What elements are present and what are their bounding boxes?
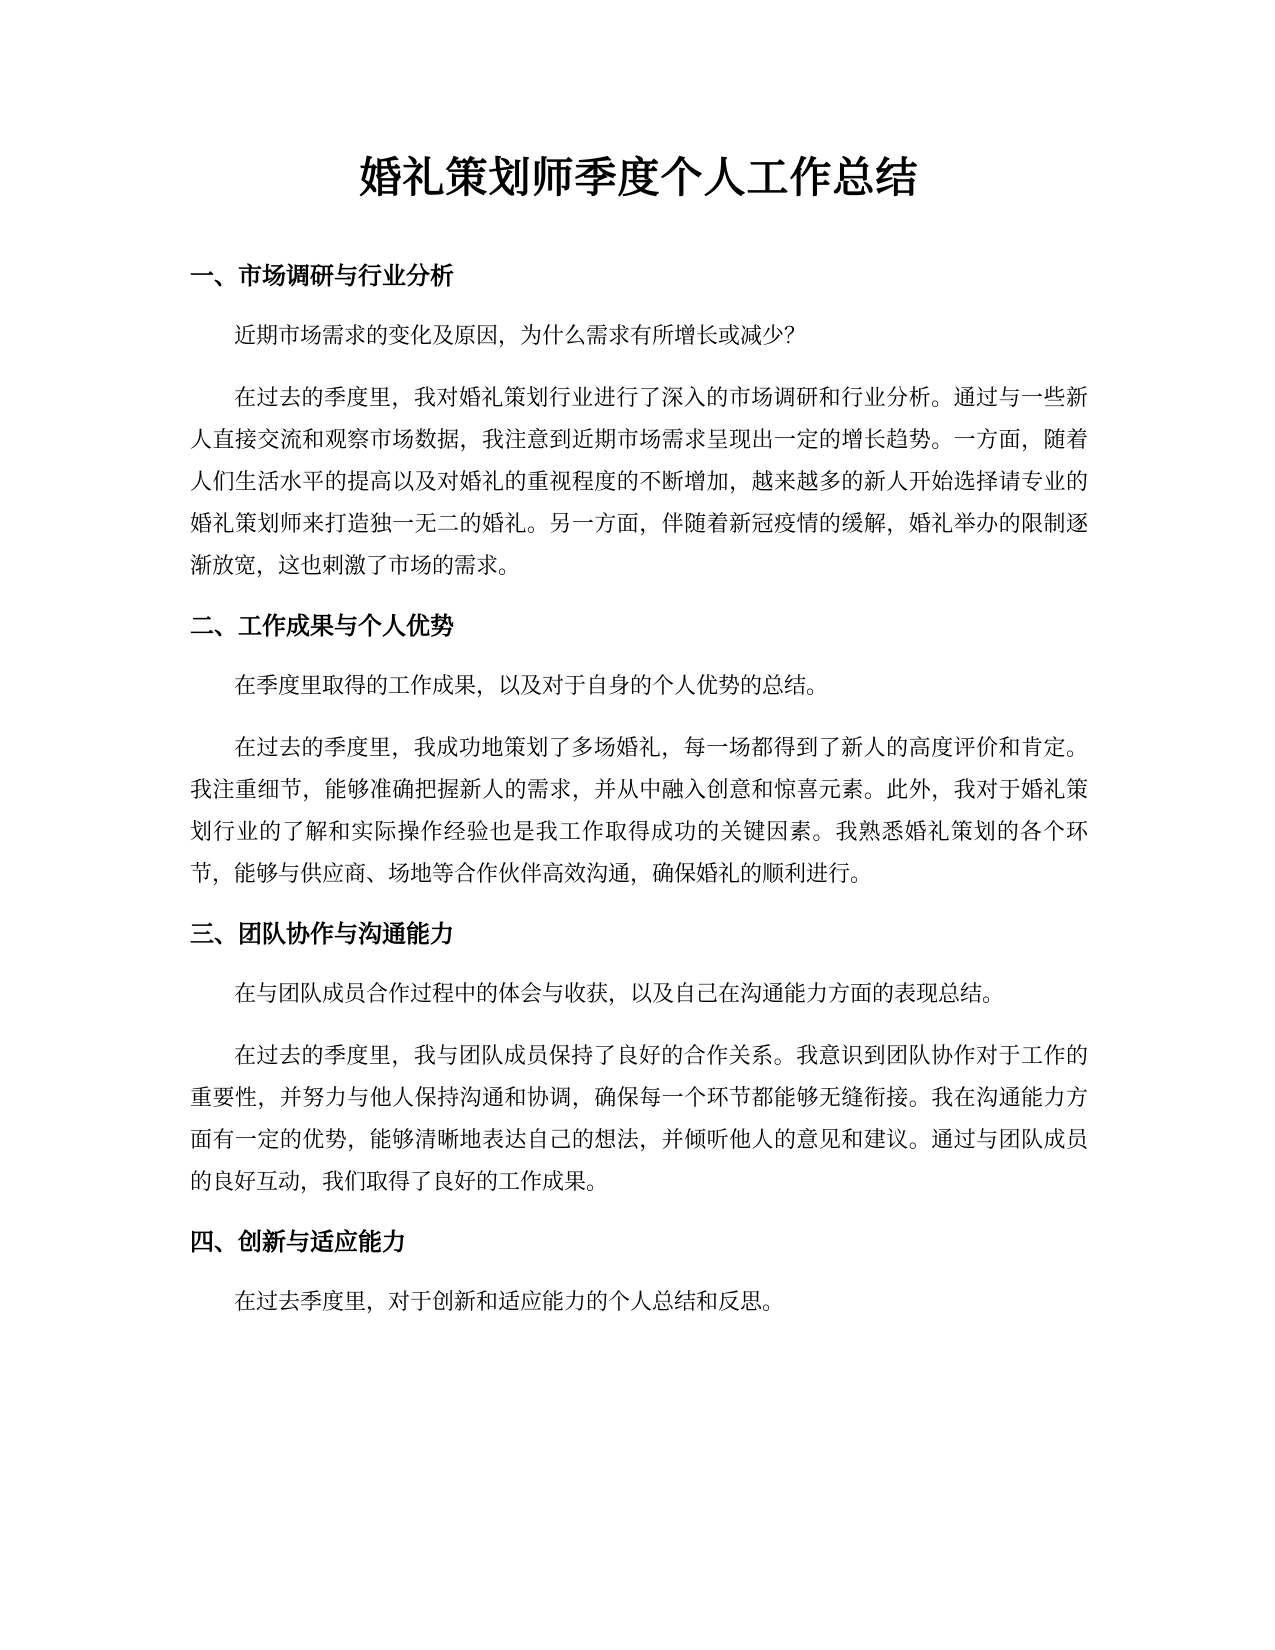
section-innovation	[190, 1224, 1088, 1324]
section-paragraph: 近期市场需求的变化及原因，为什么需求有所增长或减少？	[234, 324, 807, 349]
document-title: 婚礼策划师季度个人工作总结	[359, 153, 919, 202]
section-paragraph: 在与团队成员合作过程中的体会与收获，以及自己在沟通能力方面的表现总结。	[234, 982, 1005, 1007]
section-heading: 四、创新与适应能力	[190, 1228, 406, 1256]
section-market-research	[190, 258, 1088, 588]
section-paragraph: 在过去的季度里，我成功地策划了多场婚礼，每一场都得到了新人的高度评价和肯定。我注重细节，能够准确把握新人的需求，并从中融入创意和惊喜元素。此外，我对于婚礼策划行业的了解和实际操作经验也是我工作取得成功的关键因素。我熟悉婚礼策划的各个环节，能够与供应商、场地等合作伙伴高效沟通，确保婚礼的顺利进行。	[190, 736, 1088, 887]
section-paragraph: 在过去季度里，对于创新和适应能力的个人总结和反思。	[234, 1290, 785, 1315]
section-work-results	[190, 608, 1088, 896]
document-body	[190, 150, 1088, 1344]
section-heading: 一、市场调研与行业分析	[190, 262, 454, 290]
section-heading: 二、工作成果与个人优势	[190, 612, 454, 640]
section-paragraph: 在过去的季度里，我对婚礼策划行业进行了深入的市场调研和行业分析。通过与一些新人直接交流和观察市场数据，我注意到近期市场需求呈现出一定的增长趋势。一方面，随着人们生活水平的提高以及对婚礼的重视程度的不断增加，越来越多的新人开始选择请专业的婚礼策划师来打造独一无二的婚礼。另一方面，伴随着新冠疫情的缓解，婚礼举办的限制逐渐放宽，这也刺激了市场的需求。	[190, 386, 1088, 579]
section-heading: 三、团队协作与沟通能力	[190, 920, 454, 948]
section-paragraph: 在过去的季度里，我与团队成员保持了良好的合作关系。我意识到团队协作对于工作的重要性，并努力与他人保持沟通和协调，确保每一个环节都能够无缝衔接。我在沟通能力方面有一定的优势，能够清晰地表达自己的想法，并倾听他人的意见和建议。通过与团队成员的良好互动，我们取得了良好的工作成果。	[190, 1044, 1088, 1195]
section-teamwork	[190, 916, 1088, 1204]
section-paragraph: 在季度里取得的工作成果，以及对于自身的个人优势的总结。	[234, 674, 829, 699]
